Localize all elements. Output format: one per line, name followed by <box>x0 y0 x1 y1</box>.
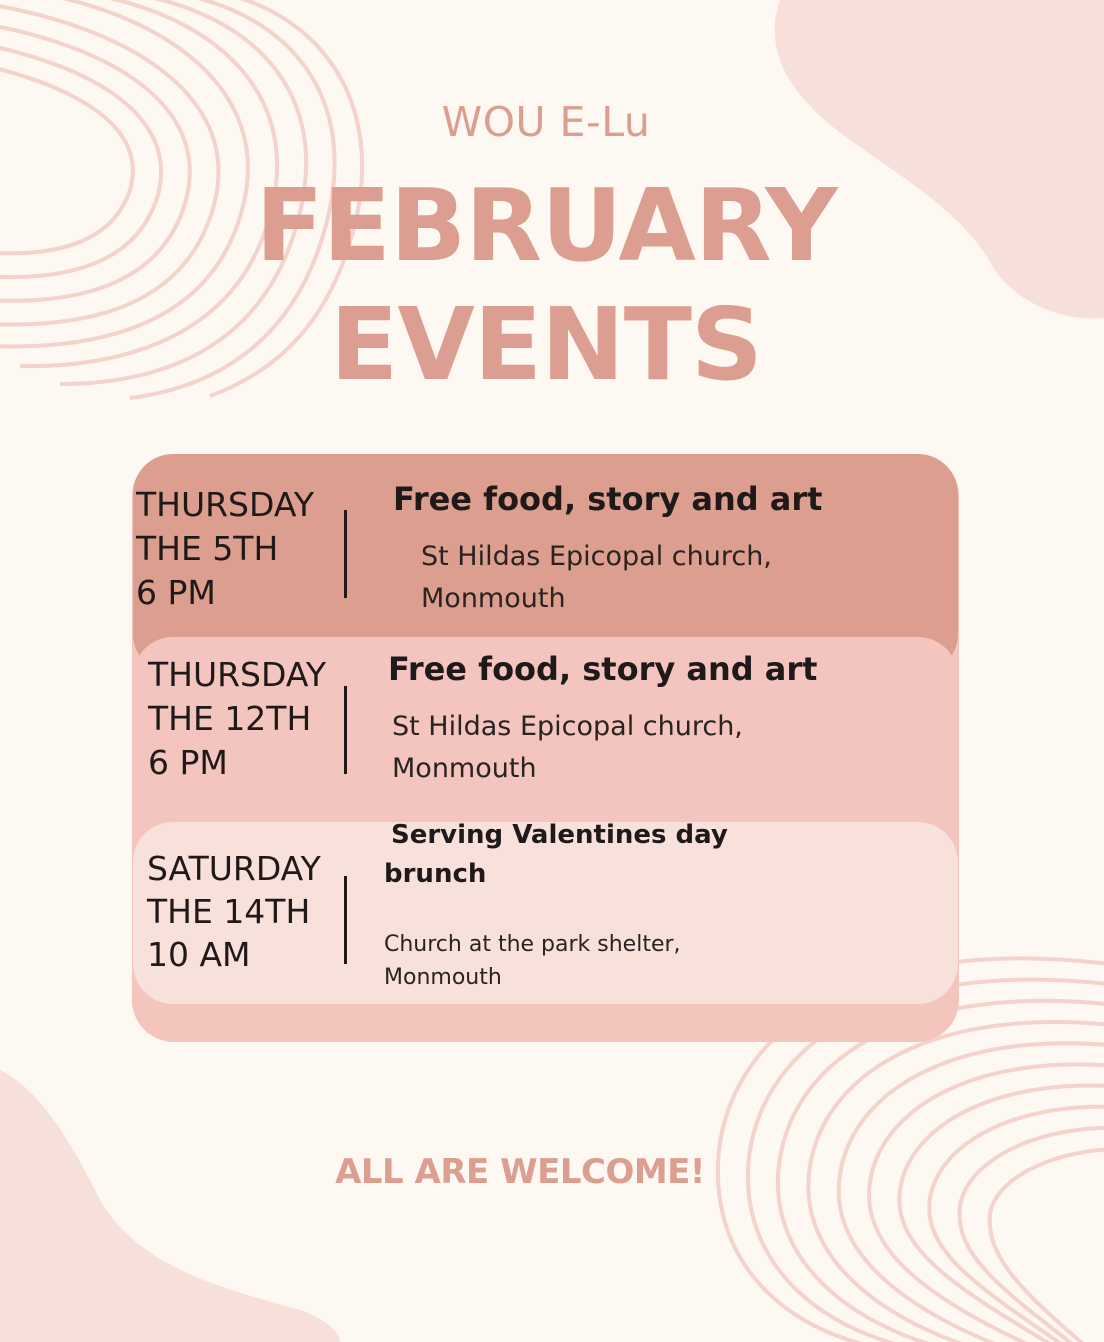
organization-name: WOU E-Lu <box>441 98 651 146</box>
event-2-day: THURSDAY <box>148 655 327 694</box>
event-3-location-line2: Monmouth <box>384 965 502 990</box>
event-3-location-line1: Church at the park shelter, <box>384 932 681 957</box>
page-title-line2: EVENTS <box>330 286 762 403</box>
event-1-day: THURSDAY <box>136 485 315 524</box>
event-3-day: SATURDAY <box>147 849 321 888</box>
event-2-time: 6 PM <box>148 743 228 782</box>
event-2-location-line2: Monmouth <box>392 753 537 784</box>
event-2-location-line1: St Hildas Epicopal church, <box>392 711 743 742</box>
event-3-title-line2: brunch <box>384 859 487 889</box>
event-2-title: Free food, story and art <box>388 650 818 688</box>
event-1-location-line2: Monmouth <box>421 583 566 614</box>
event-1-title: Free food, story and art <box>393 480 823 518</box>
event-3-date: THE 14TH <box>147 892 311 931</box>
page-title-line1: FEBRUARY <box>255 167 837 284</box>
event-3-time: 10 AM <box>147 935 251 974</box>
event-2-divider <box>344 686 347 774</box>
event-2-date: THE 12TH <box>148 699 312 738</box>
event-1-location-line1: St Hildas Epicopal church, <box>421 541 772 572</box>
event-1-divider <box>344 510 347 598</box>
welcome-tagline: ALL ARE WELCOME! <box>335 1152 705 1192</box>
bottom-left-blob <box>0 1070 340 1342</box>
event-3-title-line1: Serving Valentines day <box>391 820 728 850</box>
event-1-date: THE 5TH <box>136 529 279 568</box>
event-1-time: 6 PM <box>136 573 216 612</box>
event-3-divider <box>344 876 347 964</box>
